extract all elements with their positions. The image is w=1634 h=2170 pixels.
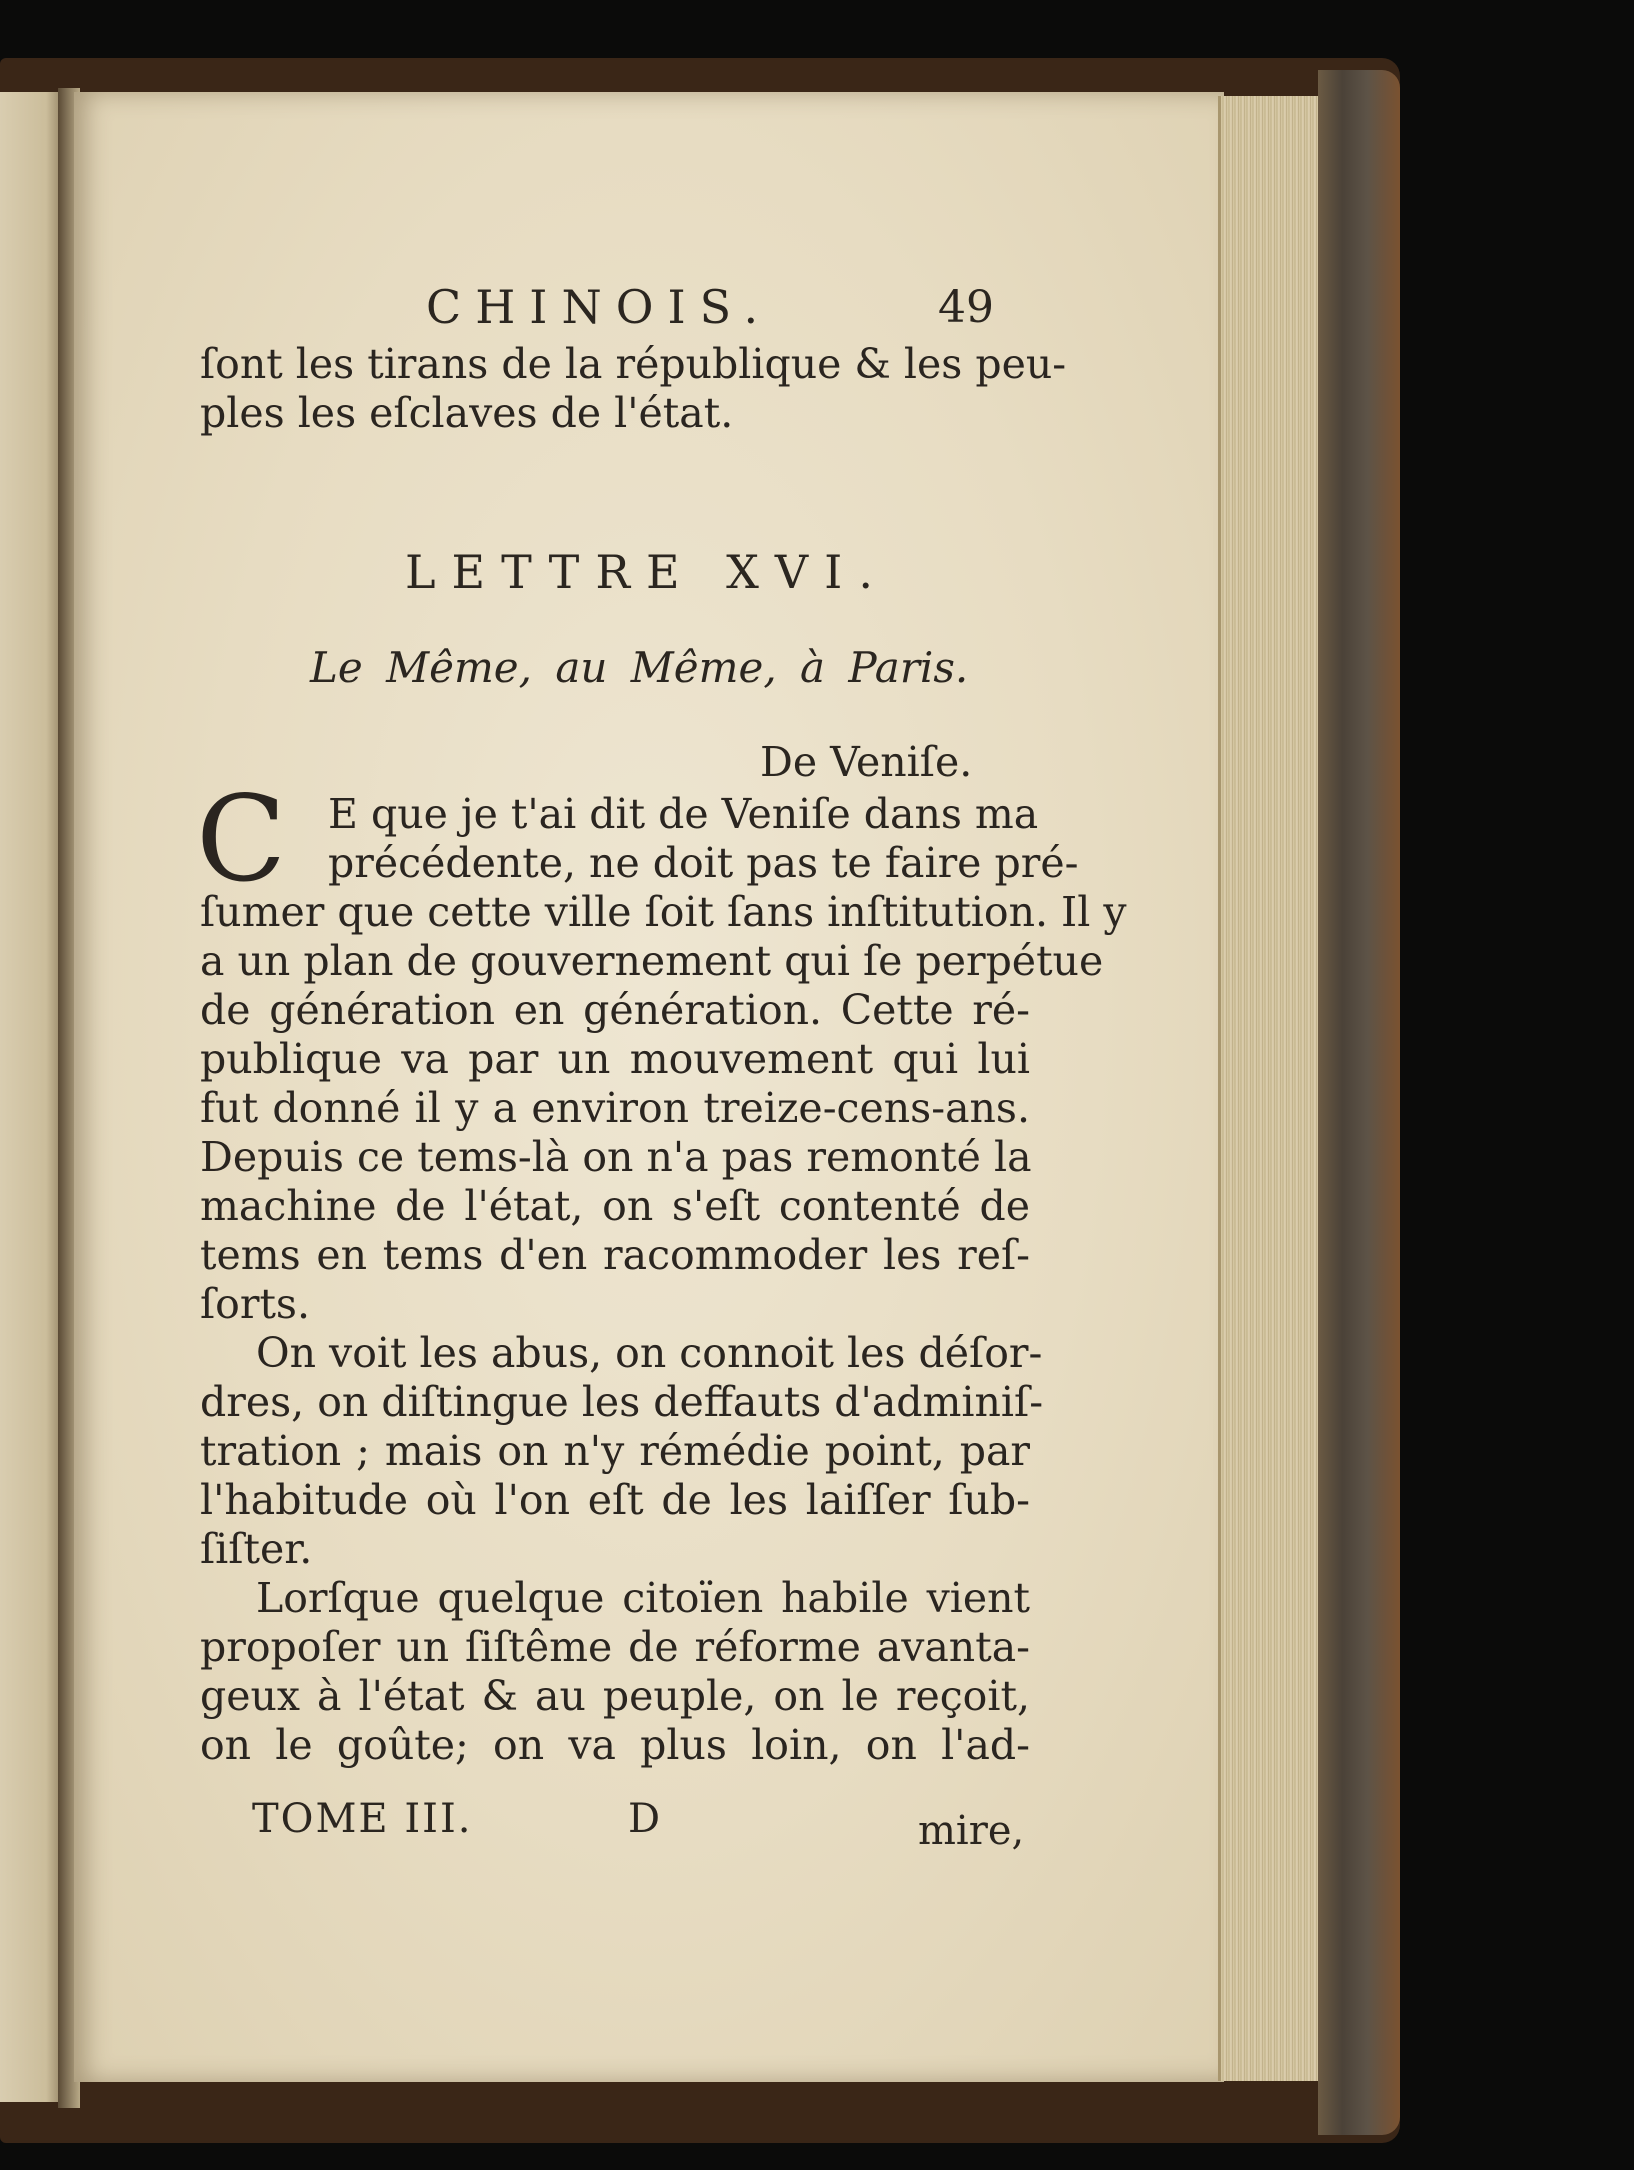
paragraph xyxy=(200,1329,1044,1574)
text-line: machine de l'état, on s'eſt contenté de xyxy=(200,1182,1030,1230)
text-line: propoſer un ſiſtême de réforme avanta- xyxy=(200,1623,1030,1671)
paragraph xyxy=(200,790,1127,1329)
text-line: tration ; mais on n'y rémédie point, par xyxy=(200,1427,1030,1475)
text-line: ples les eſclaves de l'état. xyxy=(200,389,734,437)
text-line: ſorts. xyxy=(200,1280,311,1328)
left-page-edge xyxy=(0,92,66,2102)
text-line: Lorſque quelque citoïen habile vient xyxy=(256,1574,1030,1622)
letter-heading: LETTRE XVI. xyxy=(405,545,889,599)
text-line: publique va par un mouvement qui lui xyxy=(200,1035,1030,1083)
text-line: ſumer que cette ville ſoit ſans inſtitution. Il y xyxy=(200,888,1127,936)
text-line: E que je t'ai dit de Veniſe dans ma xyxy=(328,790,1039,838)
letter-dateline: De Veniſe. xyxy=(760,738,973,786)
text-line: on le goûte; on va plus loin, on l'ad- xyxy=(200,1721,1030,1769)
footer-volume: TOME III. xyxy=(252,1796,473,1842)
text-line: ſont les tirans de la république & les peu- xyxy=(200,340,1067,388)
text-line: On voit les abus, on connoit les déſor- xyxy=(256,1329,1043,1377)
continued-text xyxy=(200,340,1067,438)
running-head: CHINOIS. xyxy=(426,280,773,334)
letter-subtitle: Le Même, au Même, à Paris. xyxy=(310,643,969,692)
page-number: 49 xyxy=(938,282,994,333)
text-line: de génération en génération. Cette ré- xyxy=(200,986,1030,1034)
paragraph xyxy=(200,1574,1030,1770)
text-line: l'habitude où l'on eſt de les laiſſer ſub- xyxy=(200,1476,1030,1524)
text-line: ſiſter. xyxy=(200,1525,313,1573)
text-line: précédente, ne doit pas te faire pré- xyxy=(328,839,1079,887)
text-line: fut donné il y a environ treize-cens-ans. xyxy=(200,1084,1030,1132)
page-block-edges xyxy=(1218,96,1325,2081)
leather-cover xyxy=(1318,70,1400,2135)
text-line: a un plan de gouvernement qui ſe perpétue xyxy=(200,937,1104,985)
text-line: Depuis ce tems-là on n'a pas remonté la xyxy=(200,1133,1032,1181)
text-line: dres, on diſtingue les deffauts d'adminiſ- xyxy=(200,1378,1044,1426)
drop-cap: C xyxy=(196,770,287,908)
footer-signature: D xyxy=(628,1796,661,1842)
footer-catchword: mire, xyxy=(918,1808,1025,1854)
text-line: geux à l'état & au peuple, on le reçoit, xyxy=(200,1672,1030,1720)
text-line: tems en tems d'en racommoder les reſ- xyxy=(200,1231,1030,1279)
